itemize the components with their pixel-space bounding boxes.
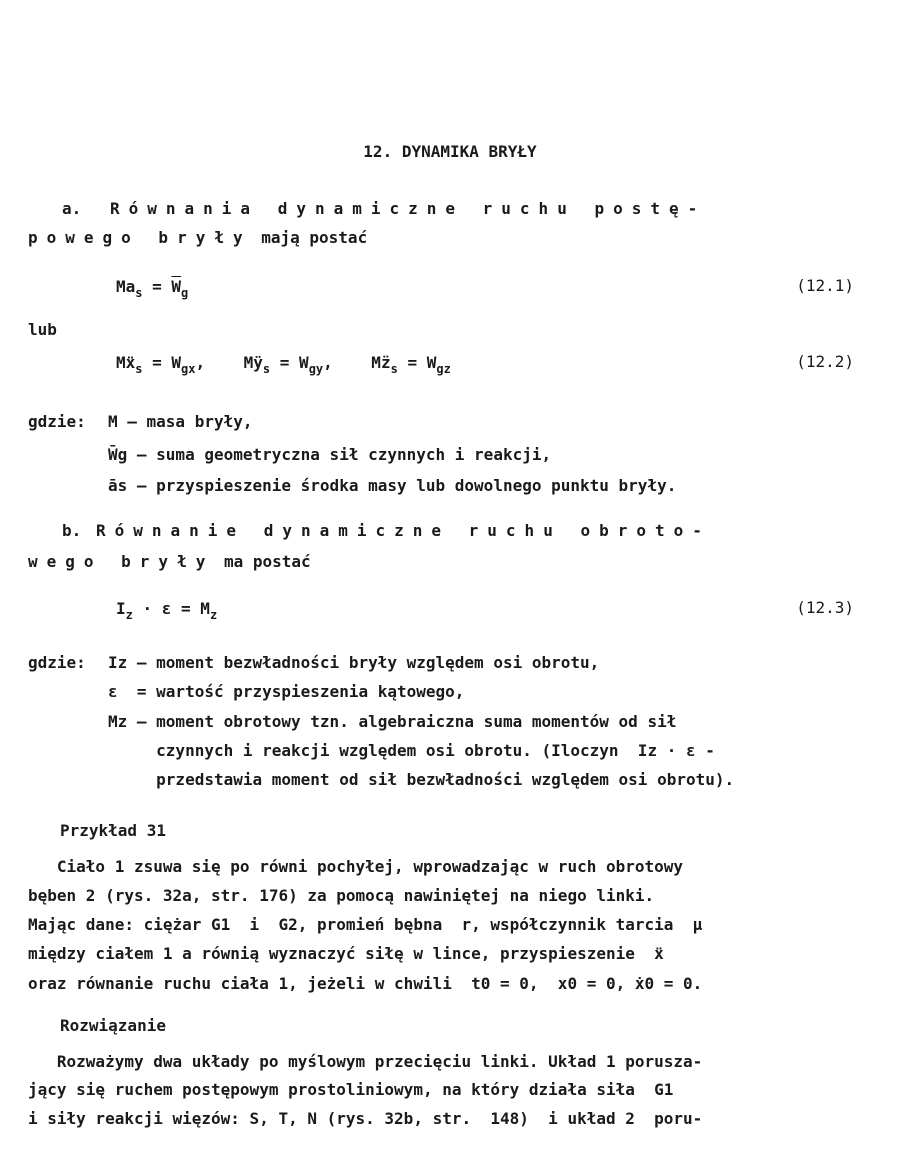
- section-a-heading-rest: mają postać: [261, 228, 368, 247]
- eq-12-3-right-sub: z: [209, 608, 218, 622]
- eq-12-2-part: = W: [270, 353, 309, 372]
- eq-12-1-sub-s: s: [135, 286, 143, 300]
- eq-12-2-part: , Mz̈: [323, 353, 391, 372]
- solution-title: Rozwiązanie: [60, 1016, 166, 1035]
- where-a-item: M – masa bryły,: [108, 412, 253, 431]
- section-a-label: a.: [62, 199, 82, 218]
- example-title: Przykład 31: [60, 821, 166, 840]
- equation-12-1: $Ma_s = \overline{W}_g$: [116, 277, 189, 300]
- section-b-heading-line2: [28, 552, 311, 572]
- equation-12-2: [116, 352, 451, 380]
- eq-12-2-sub: s: [262, 362, 271, 376]
- eq-12-2-sub: gx: [181, 362, 196, 376]
- example-line: oraz równanie ruchu ciała 1, jeżeli w chwili t0 = 0, x0 = 0, ẋ0 = 0.: [28, 974, 703, 993]
- equation-number-12-1: (12.1): [796, 276, 854, 295]
- eq-12-1-sub-g: g: [181, 286, 189, 300]
- where-b-item: ε = wartość przyspieszenia kątowego,: [108, 682, 465, 701]
- solution-line: jący się ruchem postępowym prostoliniowym, na który działa siła G1: [28, 1080, 674, 1099]
- eq-12-3-left: I: [116, 599, 126, 618]
- where-b-label: gdzie:: [28, 653, 86, 672]
- eq-12-2-part: , Mÿ: [195, 353, 263, 372]
- section-a-heading-line2: [28, 228, 367, 248]
- where-b-item: Mz – moment obrotowy tzn. algebraiczna suma momentów od sił: [108, 712, 677, 731]
- section-b-heading-rest: ma postać: [223, 552, 311, 571]
- example-line: między ciałem 1 a równią wyznaczyć siłę w lince, przyspieszenie ẍ: [28, 944, 664, 963]
- example-line: Mając dane: ciężar G1 i G2, promień bębna r, współczynnik tarcia μ: [28, 915, 703, 934]
- eq-12-3-mid: · ε = M: [132, 599, 210, 618]
- page-title: 12. DYNAMIKA BRYŁY: [363, 142, 537, 161]
- example-line: Ciało 1 zsuwa się po równi pochyłej, wprowadzając w ruch obrotowy: [28, 857, 684, 876]
- where-b-item: Iz – moment bezwładności bryły względem osi obrotu,: [108, 653, 600, 672]
- where-b-item: czynnych i reakcji względem osi obrotu. (Iloczyn Iz · ε -: [108, 741, 715, 760]
- section-b-label: b.: [62, 521, 82, 540]
- eq-12-2-sub: s: [390, 362, 398, 376]
- section-a-heading-spaced: powego bryły: [28, 228, 252, 247]
- where-a-item: ās – przyspieszenie środka masy lub dowolnego punktu bryły.: [108, 476, 677, 495]
- example-line: bęben 2 (rys. 32a, str. 176) za pomocą nawiniętej na niego linki.: [28, 886, 655, 905]
- eq-12-2-sub: gy: [308, 362, 324, 376]
- section-b-heading-line1: Równanie dynamiczne ruchu obroto-: [96, 521, 711, 540]
- eq-12-2-part: = W: [397, 353, 437, 372]
- where-a-item: W̄g – suma geometryczna sił czynnych i reakcji,: [108, 445, 552, 464]
- eq-12-2-part: Mẍ: [116, 353, 136, 372]
- eq-12-2-sub: gz: [436, 362, 451, 376]
- section-b-heading-spaced: wego bryły: [28, 552, 215, 571]
- eq-12-2-part: = W: [142, 353, 182, 372]
- where-a-label: gdzie:: [28, 412, 86, 431]
- eq-12-2-sub: s: [135, 362, 143, 376]
- equation-number-12-2: (12.2): [796, 352, 854, 371]
- equation-12-3: [116, 598, 217, 626]
- equation-number-12-3: (12.3): [796, 598, 854, 617]
- solution-line: Rozważymy dwa układy po myślowym przecięciu linki. Układ 1 porusza-: [28, 1052, 703, 1071]
- lub-word: lub: [28, 320, 57, 339]
- solution-line: i siły reakcji więzów: S, T, N (rys. 32b, str. 148) i układ 2 poru-: [28, 1109, 703, 1128]
- section-a-heading-line1: Równania dynamiczne ruchu postę-: [110, 199, 707, 218]
- eq-12-3-left-sub: z: [125, 608, 133, 622]
- where-b-item: przedstawia moment od sił bezwładności względem osi obrotu).: [108, 770, 735, 789]
